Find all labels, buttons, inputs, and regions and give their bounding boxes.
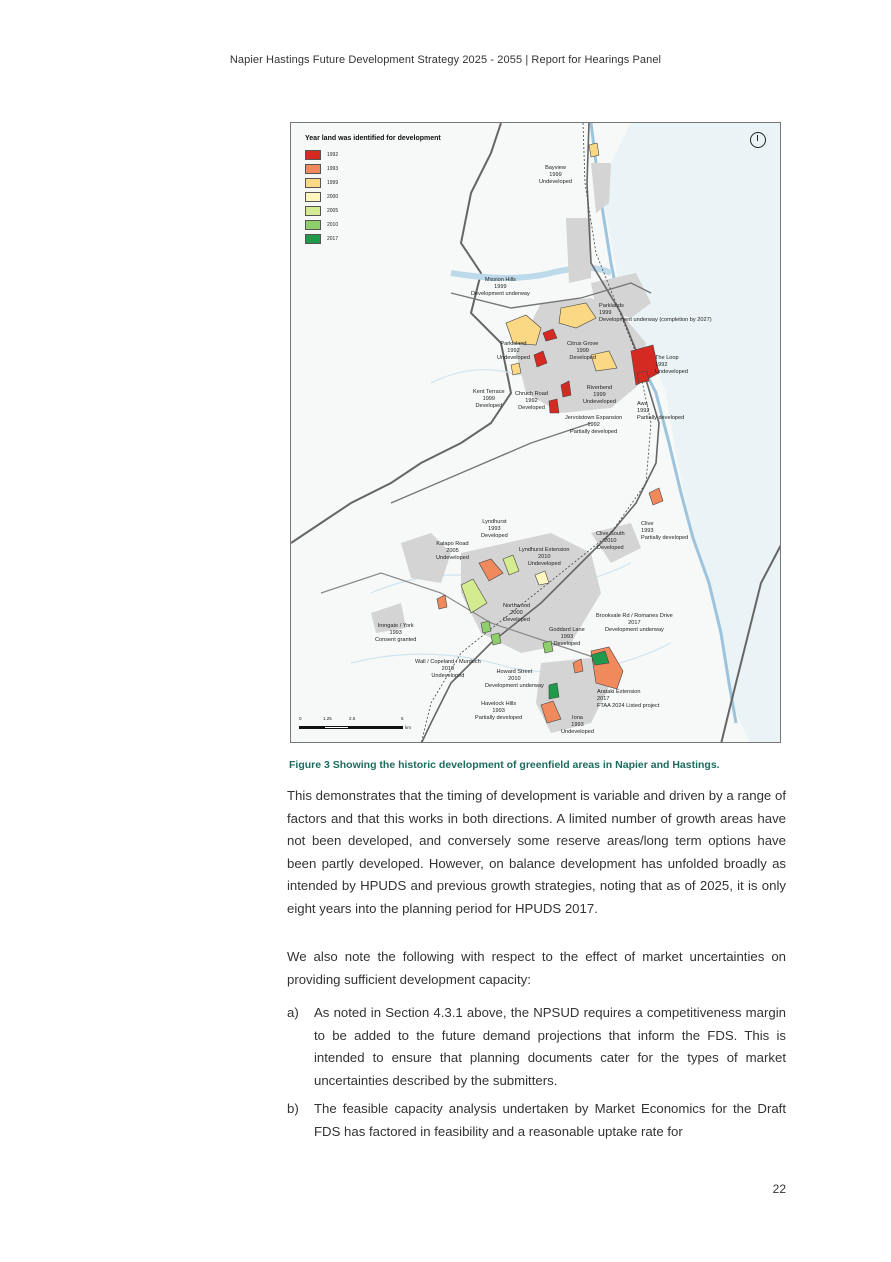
body-paragraph: We also note the following with respect to the effect of market uncertainties on providing sufficient development capacity: (287, 949, 786, 987)
scale-segment (324, 726, 349, 729)
legend-label: 1992 (327, 152, 339, 158)
list-text: As noted in Section 4.3.1 above, the NPSUD requires a competitiveness margin to be added to the future demand projections that inform the FDS. This is intended to ensure that planning documents cater for the types of market uncertainties described by the submitters. (314, 1005, 786, 1088)
label-lyndhurst-ext: Lyndhurst Extension 2010 Undeveloped (519, 547, 570, 567)
legend-item (305, 204, 441, 218)
scale-unit: km (405, 725, 411, 730)
legend-label: 1993 (327, 166, 339, 172)
legend-item (305, 218, 441, 232)
label-chruch-road: Chruch Road 1992 Developed (515, 391, 548, 411)
area-awa (637, 371, 649, 383)
legend-label: 2000 (327, 194, 339, 200)
scale-tick: 2.5 (349, 716, 356, 721)
area-wall-copeland (481, 621, 491, 633)
list-text: The feasible capacity analysis undertaken by Market Economics for the Draft FDS has factored in feasibility and a reasonable uptake rate for (314, 1101, 786, 1139)
area-arataki (591, 647, 623, 689)
label-wall-copeland: Wall / Copeland / Murdoch 2010 Undeveloped (415, 659, 481, 679)
label-brookvale: Brookvale Rd / Romanes Drive 2017 Development underway (596, 613, 673, 633)
area-howard (491, 633, 501, 645)
area-kent-terrace (511, 363, 521, 375)
label-jervoistown: Jervoistown Expansion 1992 Partially developed (565, 415, 623, 435)
label-mission-hills: Mission Hills 1999 Development underway (471, 277, 530, 297)
scale-segment (349, 726, 403, 729)
list-marker: b) (287, 1101, 299, 1116)
legend-swatch (305, 150, 321, 160)
body-paragraph: This demonstrates that the timing of development is variable and driven by a range of factors and that this works in both directions. A limited number of growth areas have not been developed, and conversely some reserve areas/long term options have been partly developed. However, on balance development has unfolded broadly as intended by HPUDS and previous growth strategies, noting that as of 2025, it is only eight years into the planning period for HPUDS 2017. (287, 788, 786, 916)
scale-tick: 1.25 (323, 716, 332, 721)
area-chruch-road (549, 399, 559, 413)
legend-label: 1999 (327, 180, 339, 186)
scale-tick: 0 (299, 716, 302, 721)
legend-swatch (305, 192, 321, 202)
label-the-loop: The Loop 1992 Undeveloped (655, 355, 688, 375)
legend-item (305, 176, 441, 190)
label-clive: Clive 1993 Partially developed (641, 521, 689, 541)
urban-area (566, 218, 591, 283)
label-parklands: Parklands 1999 Development underway (completion by 2027) (599, 303, 712, 323)
area-irongate (437, 595, 447, 609)
label-riverbend: Riverbend 1999 Undeveloped (583, 385, 616, 405)
label-northwood: Northwood 2000 Developed (503, 603, 531, 623)
legend-swatch (305, 234, 321, 244)
map-legend (305, 135, 441, 246)
label-havelock: Havelock Hills 1993 Partially developed (475, 701, 523, 721)
list-marker: a) (287, 1005, 299, 1020)
label-bayview: Bayview 1999 Undeveloped (539, 165, 572, 185)
legend-swatch (305, 178, 321, 188)
legend-swatch (305, 206, 321, 216)
area-howard-street (549, 683, 559, 699)
page-number: 22 (772, 1182, 786, 1196)
legend-item (305, 232, 441, 246)
label-kaiapo-road: Kaiapo Road 2005 Undeveloped (436, 541, 469, 561)
area-clive (649, 488, 663, 505)
legend-label: 2005 (327, 208, 339, 214)
label-goddard: Goddard Lane 1993 Developed (549, 627, 585, 647)
scale-bar (299, 716, 411, 734)
legend-swatch (305, 220, 321, 230)
legend-item (305, 148, 441, 162)
label-howard: Howard Street 2010 Development underway (485, 669, 544, 689)
label-parkisland: Parkisland 1992 Undeveloped (497, 341, 530, 361)
label-lyndhurst: Lyndhurst 1993 Developed (481, 519, 508, 539)
legend-swatch (305, 164, 321, 174)
legend-label: 2017 (327, 236, 339, 242)
label-kent-terrace: Kent Terrace 1999 Developed (473, 389, 505, 409)
north-arrow-icon (750, 132, 766, 148)
label-citrus-grove: Citrus Grove 1999 Developed (567, 341, 599, 361)
figure-caption: Figure 3 Showing the historic development of greenfield areas in Napier and Hastings. (289, 759, 720, 771)
legend-item (305, 162, 441, 176)
label-irongate: Irongate / York 1993 Consent granted (375, 623, 417, 643)
legend-item (305, 190, 441, 204)
scale-tick: 5 (401, 716, 404, 721)
label-iona: Iona 1993 Undeveloped (561, 715, 594, 735)
legend-label: 2010 (327, 222, 339, 228)
scale-segment (299, 726, 324, 729)
label-arataki: Arataki Extension 2017 FTAA 2024 Listed project (597, 689, 660, 709)
running-header: Napier Hastings Future Development Strategy 2025 - 2055 | Report for Hearings Panel (229, 54, 662, 66)
label-clive-south: Clive South 2010 Developed (596, 531, 625, 551)
development-map (290, 122, 781, 743)
area-bayview (589, 143, 599, 157)
legend-title: Year land was identified for development (305, 135, 441, 142)
label-awa: Awa 1992 Partially developed (637, 401, 685, 421)
sea-area (601, 123, 781, 743)
